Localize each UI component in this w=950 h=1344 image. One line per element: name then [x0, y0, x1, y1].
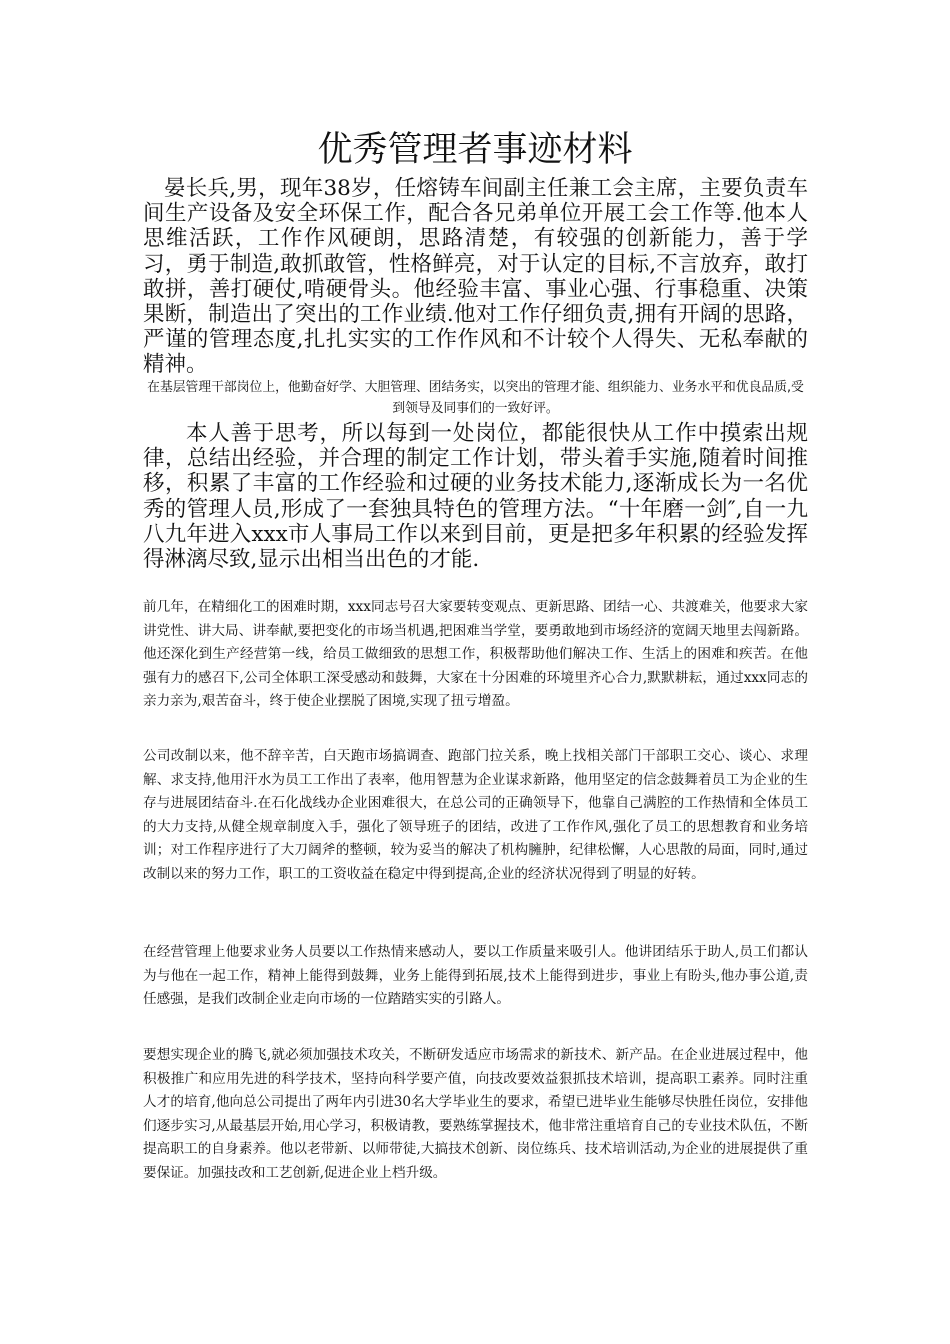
paragraph-summary: 在基层管理干部岗位上，他勤奋好学、大胆管理、团结务实，以突出的管理才能、组织能力、业务水平和优良品质,受到领导及同事们的一致好评。	[147, 380, 804, 416]
paragraph-management: 在经营管理上他要求业务人员要以工作热情来感动人，要以工作质量来吸引人。他讲团结乐于助人,员工们都认为与他在一起工作，精神上能得到鼓舞，业务上能得到拓展,技术上能得到进步，事业上有盼头,他办事公道,责任感强，是我们改制企业走向市场的一位踏踏实实的引路人。	[143, 944, 808, 1007]
paragraph-reform: 公司改制以来，他不辞辛苦，白天跑市场搞调查、跑部门拉关系，晚上找相关部门干部职工交心、谈心、求理解、求支持,他用汗水为员工工作出了表率，他用智慧为企业谋求新路，他用坚定的信念鼓舞着员工为企业的生存与进展团结奋斗.在石化战线办企业困难很大，在总公司的正确领导下，他靠自己满腔的工作热情和全体员工的大力支持,从健全规章制度入手，强化了领导班子的团结，改进了工作作风,强化了员工的思想教育和业务培训；对工作程序进行了大刀阔斧的整顿，较为妥当的解决了机构臃肿，纪律松懈，人心思散的局面，同时,通过改制以来的努力工作，职工的工资收益在稳定中得到提高,企业的经济状况得到了明显的好转。	[143, 748, 808, 882]
paragraph-experience: 本人善于思考，所以每到一处岗位，都能很快从工作中摸索出规律，总结出经验，并合理的制定工作计划，带头着手实施,随着时间推移，积累了丰富的工作经验和过硬的业务技术能力,逐渐成长为一名优秀的管理人员,形成了一套独具特色的管理方法。“十年磨一剑″,自一九八九年进入xxx市人事局工作以来到目前，更是把多年积累的经验发挥得淋漓尽致,显示出相当出色的才能.	[143, 421, 808, 573]
document-title: 优秀管理者事迹材料	[317, 130, 633, 170]
paragraph-hardship: 前几年，在精细化工的困难时期，xxx同志号召大家要转变观点、更新思路、团结一心、共渡难关，他要求大家讲党性、讲大局、讲奉献,要把变化的市场当机遇,把困难当学堂，要勇敢地到市场经济的宽阔天地里去闯新路。他还深化到生产经营第一线，给员工做细致的思想工作，积极帮助他们解决工作、生活上的困难和疾苦。在他强有力的感召下,公司全体职工深受感动和鼓舞，大家在十分困难的环境里齐心合力,默默耕耘，通过xxx同志的亲力亲为,艰苦奋斗，终于使企业摆脱了困境,实现了扭亏增盈。	[143, 599, 808, 709]
paragraph-technology: 要想实现企业的腾飞,就必须加强技术攻关，不断研发适应市场需求的新技术、新产品。在企业进展过程中，他积极推广和应用先进的科学技术，坚持向科学要产值，向技改要效益狠抓技术培训，提高职工素养。同时注重人才的培育,他向总公司提出了两年内引进30名大学毕业生的要求，希望已进毕业生能够尽快胜任岗位，安排他们逐步实习,从最基层开始,用心学习，积极请教，要熟练掌握技术，他非常注重培育自己的专业技术队伍，不断提高职工的自身素养。他以老带新、以师带徒,大搞技术创新、岗位练兵、技术培训活动,为企业的进展提供了重要保证。加强技改和工艺创新,促进企业上档升级。	[143, 1047, 808, 1181]
paragraph-intro: 晏长兵,男，现年38岁，任熔铸车间副主任兼工会主席，主要负责车间生产设备及安全环保工作，配合各兄弟单位开展工会工作等.他本人思维活跃，工作作风硬朗，思路清楚，有较强的创新能力，善于学习，勇于制造,敢抓敢管，性格鲜亮，对于认定的目标,不言放弃，敢打敢拼，善打硬仗,啃硬骨头。他经验丰富、事业心强、行事稳重、决策果断，制造出了突出的工作业绩.他对工作仔细负责,拥有开阔的思路，严谨的管理态度,扎扎实实的工作作风和不计较个人得失、无私奉献的精神。	[143, 176, 808, 378]
